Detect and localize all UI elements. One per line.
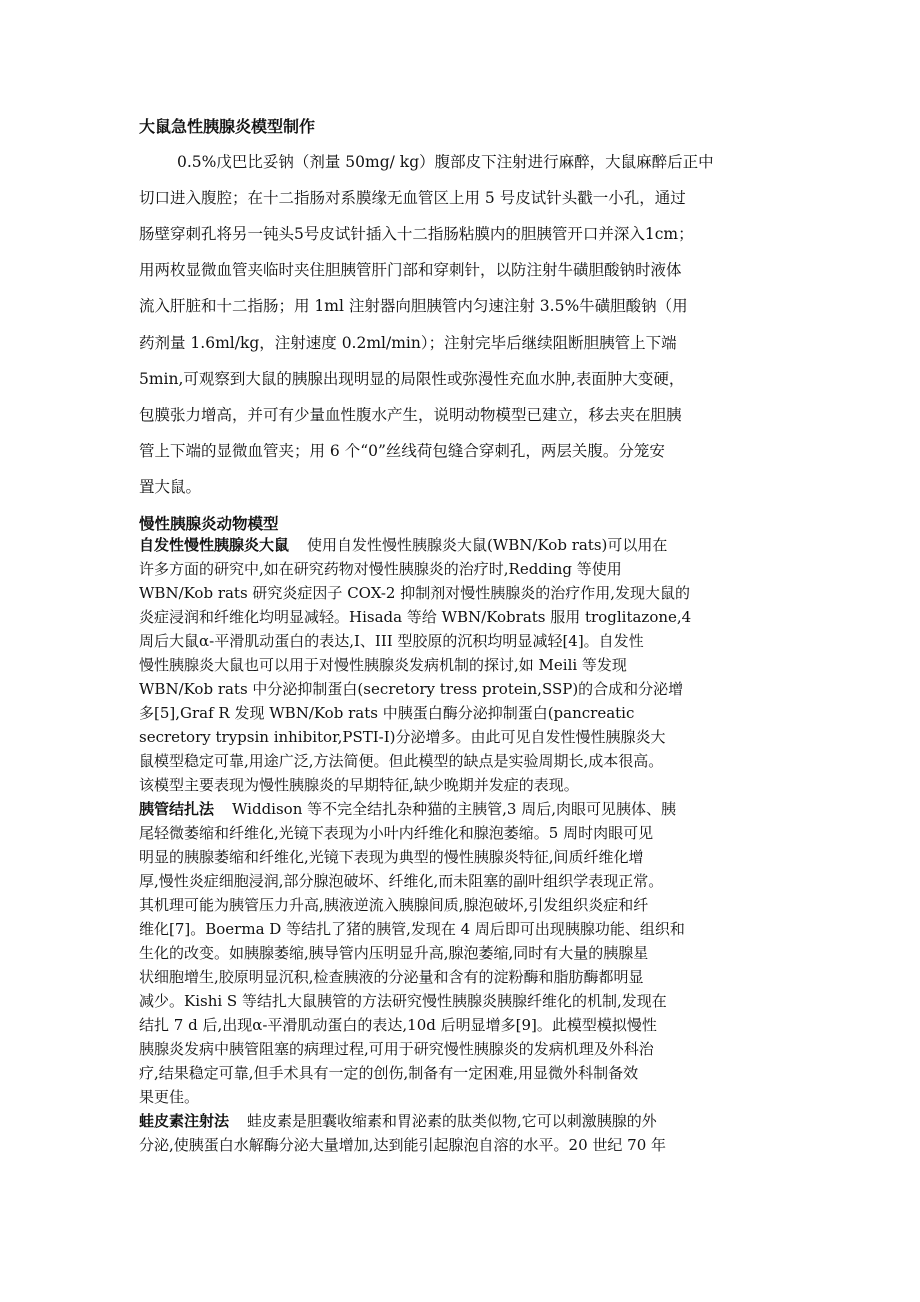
body-line: 鼠模型稳定可靠,用途广泛,方法简便。但此模型的缺点是实验周期长,成本很高。 [139,752,664,770]
body-line: WBN/Kob rats 中分泌抑制蛋白(secretory tress protein,SSP)的合成和分泌增 [139,680,684,698]
paragraph-heading: 自发性慢性胰腺炎大鼠 [139,536,290,554]
body-line: WBN/Kob rats 研究炎症因子 COX-2 抑制剂对慢性胰腺炎的治疗作用,发现大鼠的 [139,584,691,602]
body-line: 疗,结果稳定可靠,但手术具有一定的创伤,制备有一定困难,用显微外科制备效 [139,1064,639,1082]
body-line: 流入肝脏和十二指肠；用 1ml 注射器向胆胰管内匀速注射 3.5%牛磺胆酸钠（用 [139,297,688,315]
body-line: 管上下端的显微血管夹；用 6 个“0”丝线荷包缝合穿刺孔，两层关腹。分笼安 [139,442,665,460]
body-text: 使用自发性慢性胰腺炎大鼠(WBN/Kob rats)可以用在 [307,536,668,554]
body-text: Widdison 等不完全结扎杂种猫的主胰管,3 周后,肉眼可见胰体、胰 [232,800,676,818]
paragraph-heading: 蛙皮素注射法 [139,1112,230,1130]
body-line: 0.5%戊巴比妥钠（剂量 50mg/ kg）腹部皮下注射进行麻醉，大鼠麻醉后正中 [177,153,714,171]
body-line: 明显的胰腺萎缩和纤维化,光镜下表现为典型的慢性胰腺炎特征,间质纤维化增 [139,848,644,866]
body-line: 其机理可能为胰管压力升高,胰液逆流入胰腺间质,腺泡破坏,引发组织炎症和纤 [139,896,649,914]
body-line: 肠壁穿刺孔将另一钝头5号皮试针插入十二指肠粘膜内的胆胰管开口并深入1cm； [139,225,694,243]
body-line: 该模型主要表现为慢性胰腺炎的早期特征,缺少晚期并发症的表现。 [139,776,579,794]
body-line: 减少。Kishi S 等结扎大鼠胰管的方法研究慢性胰腺炎胰腺纤维化的机制,发现在 [139,992,667,1010]
body-line: 包膜张力增高，并可有少量血性腹水产生，说明动物模型已建立，移去夹在胆胰 [139,406,682,424]
body-line: 许多方面的研究中,如在研究药物对慢性胰腺炎的治疗时,Redding 等使用 [139,560,622,578]
body-line: 维化[7]。Boerma D 等结扎了猪的胰管,发现在 4 周后即可出现胰腺功能、组织和 [139,920,685,938]
paragraph-first-line [139,536,794,555]
paragraph-first-line [139,1112,794,1131]
body-line: 置大鼠。 [139,478,202,496]
body-line: 结扎 7 d 后,出现α-平滑肌动蛋白的表达,10d 后明显增多[9]。此模型模拟慢性 [139,1016,657,1034]
section-title-acute-model: 大鼠急性胰腺炎模型制作 [139,117,316,136]
body-line: 状细胞增生,胶原明显沉积,检查胰液的分泌量和含有的淀粉酶和脂肪酶都明显 [139,968,644,986]
body-line: 切口进入腹腔；在十二指肠对系膜缘无血管区上用 5 号皮试针头戳一小孔，通过 [139,189,686,207]
section-title-chronic-model: 慢性胰腺炎动物模型 [139,515,279,533]
paragraph-first-line [139,800,794,819]
body-line: 果更佳。 [139,1088,200,1106]
body-line: 慢性胰腺炎大鼠也可以用于对慢性胰腺炎发病机制的探讨,如 Meili 等发现 [139,656,627,674]
body-line: 多[5],Graf R 发现 WBN/Kob rats 中胰蛋白酶分泌抑制蛋白(pancreatic [139,704,635,722]
body-line: 厚,慢性炎症细胞浸润,部分腺泡破坏、纤维化,而未阻塞的副叶组织学表现正常。 [139,872,664,890]
body-line: 生化的改变。如胰腺萎缩,胰导管内压明显升高,腺泡萎缩,同时有大量的胰腺星 [139,944,649,962]
body-line: 用两枚显微血管夹临时夹住胆胰管肝门部和穿刺针，以防注射牛磺胆酸钠时液体 [139,261,682,279]
body-text: 蛙皮素是胆囊收缩素和胃泌素的肽类似物,它可以刺激胰腺的外 [247,1112,657,1130]
body-line: secretory trypsin inhibitor,PSTI-I)分泌增多。由此可见自发性慢性胰腺炎大 [139,728,666,746]
body-line: 尾轻微萎缩和纤维化,光镜下表现为小叶内纤维化和腺泡萎缩。5 周时肉眼可见 [139,824,654,842]
paragraph-heading: 胰管结扎法 [139,800,215,818]
body-line: 分泌,使胰蛋白水解酶分泌大量增加,达到能引起腺泡自溶的水平。20 世纪 70 年 [139,1136,667,1154]
body-line: 药剂量 1.6ml/kg，注射速度 0.2ml/min）；注射完毕后继续阻断胆胰管上下端 [139,334,677,352]
body-line: 炎症浸润和纤维化均明显减轻。Hisada 等给 WBN/Kobrats 服用 troglitazone,4 [139,608,692,626]
body-line: 5min,可观察到大鼠的胰腺出现明显的局限性或弥漫性充血水肿,表面肿大变硬， [139,370,685,388]
body-line: 周后大鼠α-平滑肌动蛋白的表达,I、III 型胶原的沉积均明显减轻[4]。自发性 [139,632,644,650]
body-line: 胰腺炎发病中胰管阻塞的病理过程,可用于研究慢性胰腺炎的发病机理及外科治 [139,1040,654,1058]
